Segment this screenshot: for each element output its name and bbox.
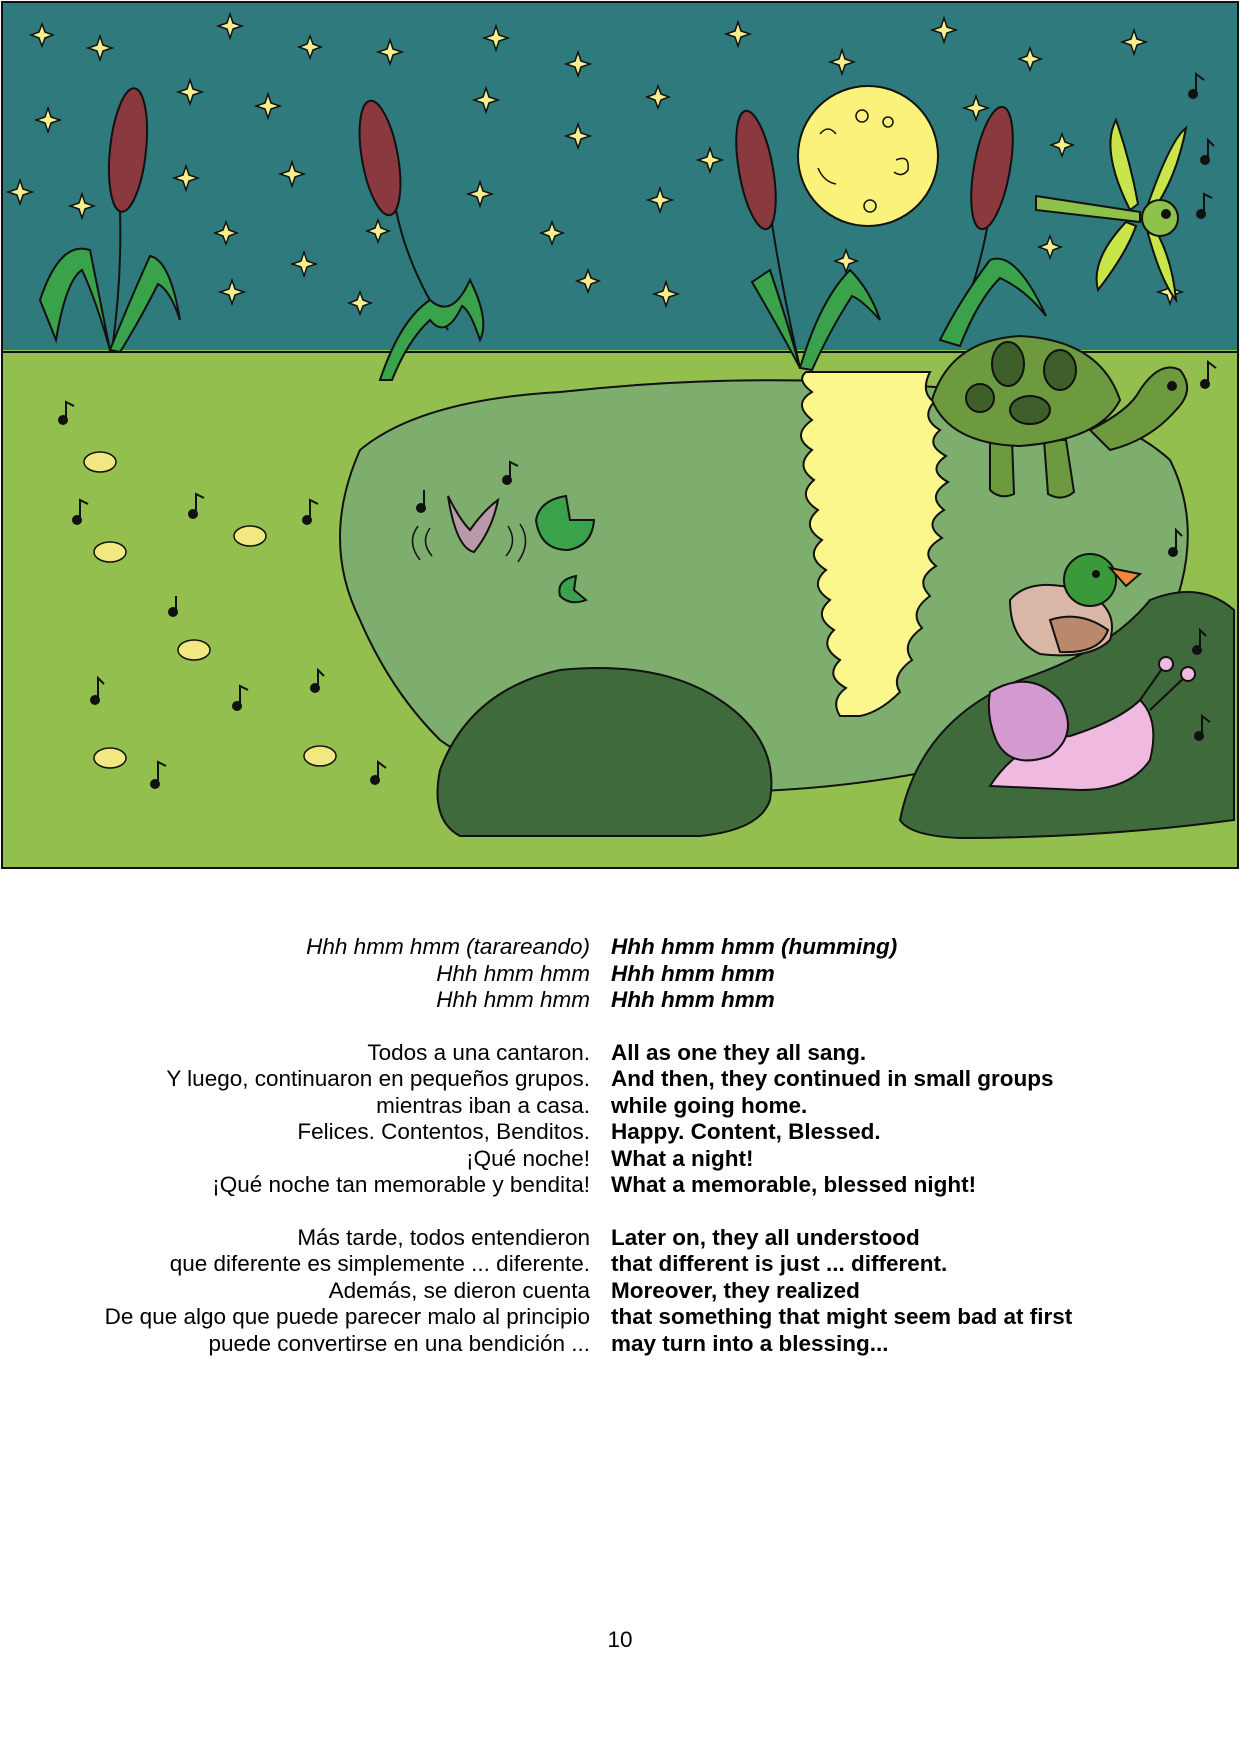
english-text: All as one they all sang. [611, 1039, 867, 1065]
stanza-humming [0, 934, 1240, 1014]
bilingual-poem [0, 934, 1240, 1383]
poem-line [0, 1304, 1240, 1331]
english-text: Happy. Content, Blessed. [611, 1119, 881, 1144]
english-text: Hhh hmm hmm [611, 960, 775, 986]
spanish-text: Además, se dieron cuenta [328, 1277, 590, 1303]
poem-line [0, 1066, 1240, 1093]
pond-night-illustration [0, 0, 1240, 870]
english-text: Later on, they all understood [611, 1224, 920, 1250]
english-text: that different is just ... different. [611, 1251, 948, 1276]
english-text: Hhh hmm hmm (humming) [611, 934, 898, 959]
poem-line [0, 1331, 1240, 1358]
spanish-text: mientras iban a casa. [376, 1092, 590, 1118]
spanish-text: ¡Qué noche! [466, 1145, 590, 1171]
english-text: Hhh hmm hmm [611, 987, 775, 1012]
spanish-text: De que algo que puede parecer malo al principio [104, 1304, 590, 1329]
spanish-text: Y luego, continuaron en pequeños grupos. [166, 1066, 590, 1091]
stanza-lesson [0, 1225, 1240, 1358]
spanish-text: Más tarde, todos entendieron [297, 1224, 590, 1250]
spanish-text: Hhh hmm hmm [436, 987, 590, 1012]
spanish-text: Hhh hmm hmm [436, 960, 590, 986]
poem-line [0, 961, 1240, 988]
poem-line [0, 1225, 1240, 1252]
english-text: while going home. [611, 1092, 808, 1118]
poem-line [0, 934, 1240, 961]
english-text: may turn into a blessing... [611, 1330, 889, 1356]
moon [798, 86, 938, 226]
spanish-text: Todos a una cantaron. [367, 1039, 590, 1065]
spanish-text: Felices. Contentos, Benditos. [297, 1119, 590, 1144]
english-text: What a night! [611, 1145, 754, 1171]
spanish-text: que diferente es simplemente ... diferente. [169, 1251, 590, 1276]
english-text: What a memorable, blessed night! [611, 1172, 977, 1197]
page-number: 10 [607, 1627, 633, 1652]
english-text: Moreover, they realized [611, 1277, 860, 1303]
poem-line [0, 1093, 1240, 1120]
english-text: And then, they continued in small groups [611, 1066, 1054, 1091]
poem-line [0, 1146, 1240, 1173]
poem-line [0, 1251, 1240, 1278]
poem-line [0, 1172, 1240, 1199]
spanish-text: ¡Qué noche tan memorable y bendita! [212, 1172, 590, 1197]
poem-line [0, 1278, 1240, 1305]
english-text: that something that might seem bad at first [611, 1304, 1073, 1329]
poem-line [0, 1119, 1240, 1146]
spanish-text: puede convertirse en una bendición ... [208, 1330, 590, 1356]
poem-line [0, 1040, 1240, 1067]
stanza-singing [0, 1040, 1240, 1199]
spanish-text: Hhh hmm hmm (tarareando) [306, 934, 590, 959]
poem-line [0, 987, 1240, 1014]
